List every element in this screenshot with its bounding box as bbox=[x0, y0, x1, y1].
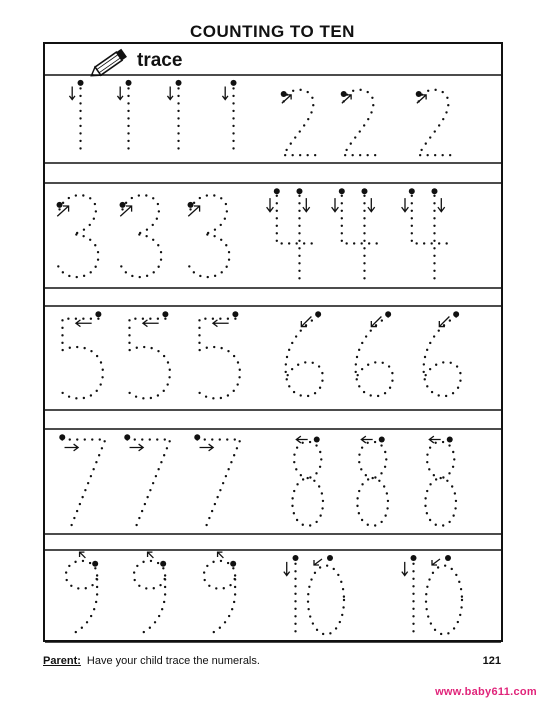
dotted-numeral-9 bbox=[66, 552, 98, 634]
direction-arrow-icon bbox=[143, 320, 159, 327]
dotted-numeral-6 bbox=[286, 311, 323, 396]
start-dot bbox=[385, 311, 391, 317]
start-dot bbox=[95, 311, 101, 317]
start-dot bbox=[126, 80, 132, 86]
direction-arrow-icon bbox=[200, 444, 214, 451]
dotted-numeral-10-one bbox=[402, 555, 417, 634]
start-dot bbox=[194, 434, 200, 440]
start-dot bbox=[78, 80, 84, 86]
direction-arrow-icon bbox=[222, 87, 228, 100]
dotted-numeral-7 bbox=[124, 434, 170, 525]
dotted-numeral-7 bbox=[59, 434, 105, 525]
start-dot bbox=[416, 91, 422, 97]
start-dot bbox=[293, 555, 299, 561]
dotted-numeral-1 bbox=[167, 80, 181, 155]
start-dot bbox=[447, 437, 453, 443]
direction-arrow-icon bbox=[402, 562, 408, 576]
direction-arrow-icon bbox=[148, 552, 154, 558]
page-title: COUNTING TO TEN bbox=[190, 22, 355, 41]
start-dot bbox=[188, 202, 194, 208]
direction-arrow-icon bbox=[69, 87, 75, 100]
dotted-numeral-8 bbox=[425, 436, 456, 526]
dotted-numeral-2 bbox=[416, 90, 452, 155]
dotted-numeral-2 bbox=[341, 90, 377, 155]
start-dot bbox=[411, 555, 417, 561]
page-number: 121 bbox=[482, 655, 501, 667]
direction-arrow-icon bbox=[402, 198, 445, 212]
start-dot bbox=[361, 188, 367, 194]
start-dot bbox=[274, 188, 280, 194]
dotted-numeral-4 bbox=[267, 188, 316, 279]
dotted-numeral-10-zero bbox=[426, 555, 462, 634]
dotted-numeral-1 bbox=[69, 80, 83, 155]
direction-arrow-icon bbox=[76, 320, 92, 327]
direction-arrow-icon bbox=[167, 87, 173, 100]
start-dot bbox=[124, 434, 130, 440]
direction-arrow-icon bbox=[213, 320, 229, 327]
dotted-numeral-1 bbox=[222, 80, 236, 155]
start-dot bbox=[296, 188, 302, 194]
dotted-numeral-4 bbox=[332, 188, 381, 279]
start-dot bbox=[409, 188, 415, 194]
start-dot bbox=[453, 311, 459, 317]
trace-heading: trace bbox=[137, 50, 183, 71]
dotted-numeral-6 bbox=[356, 311, 393, 396]
direction-arrow-icon bbox=[80, 552, 86, 558]
start-dot bbox=[315, 311, 321, 317]
dotted-numeral-2 bbox=[281, 90, 317, 155]
direction-arrow-icon bbox=[218, 552, 224, 558]
dotted-numeral-7 bbox=[194, 434, 240, 525]
start-dot bbox=[341, 91, 347, 97]
dotted-numeral-10-one bbox=[284, 555, 299, 634]
start-dot bbox=[281, 91, 287, 97]
guide-lines bbox=[45, 75, 501, 642]
start-dot bbox=[379, 437, 385, 443]
instructions-text: Have your child trace the numerals. bbox=[86, 655, 260, 667]
dotted-numeral-5 bbox=[60, 311, 103, 398]
direction-arrow-icon bbox=[267, 198, 310, 212]
start-dot bbox=[339, 188, 345, 194]
direction-arrow-icon bbox=[130, 444, 144, 451]
start-dot bbox=[92, 561, 98, 567]
start-dot bbox=[431, 188, 437, 194]
start-dot bbox=[314, 437, 320, 443]
dotted-numeral-1 bbox=[117, 80, 131, 155]
parent-note bbox=[43, 655, 503, 667]
dotted-numeral-3 bbox=[188, 195, 230, 277]
direction-arrow-icon bbox=[117, 87, 123, 100]
direction-arrow-icon bbox=[284, 562, 290, 576]
direction-arrow-icon bbox=[314, 559, 322, 565]
start-dot bbox=[59, 434, 65, 440]
dotted-numeral-8 bbox=[292, 436, 323, 526]
dotted-numeral-5 bbox=[127, 311, 170, 398]
start-dot bbox=[176, 80, 182, 86]
start-dot bbox=[120, 202, 126, 208]
dotted-numeral-4 bbox=[402, 188, 451, 279]
dotted-numeral-8 bbox=[357, 436, 388, 526]
dotted-numeral-10-zero bbox=[308, 555, 344, 634]
dotted-numeral-3 bbox=[57, 195, 99, 277]
start-dot bbox=[232, 311, 238, 317]
dotted-numeral-9 bbox=[204, 552, 236, 634]
watermark-url: www.baby611.com bbox=[435, 686, 537, 698]
start-dot bbox=[230, 561, 236, 567]
dotted-numeral-6 bbox=[424, 311, 461, 396]
start-dot bbox=[231, 80, 237, 86]
direction-arrow-icon bbox=[332, 198, 375, 212]
start-dot bbox=[57, 202, 63, 208]
direction-arrow-icon bbox=[65, 444, 79, 451]
dotted-numeral-9 bbox=[134, 552, 166, 634]
parent-label: Parent: bbox=[43, 655, 81, 667]
start-dot bbox=[160, 561, 166, 567]
direction-arrow-icon bbox=[432, 559, 440, 565]
dotted-numeral-5 bbox=[197, 311, 240, 398]
dotted-numeral-3 bbox=[120, 195, 162, 277]
start-dot bbox=[162, 311, 168, 317]
